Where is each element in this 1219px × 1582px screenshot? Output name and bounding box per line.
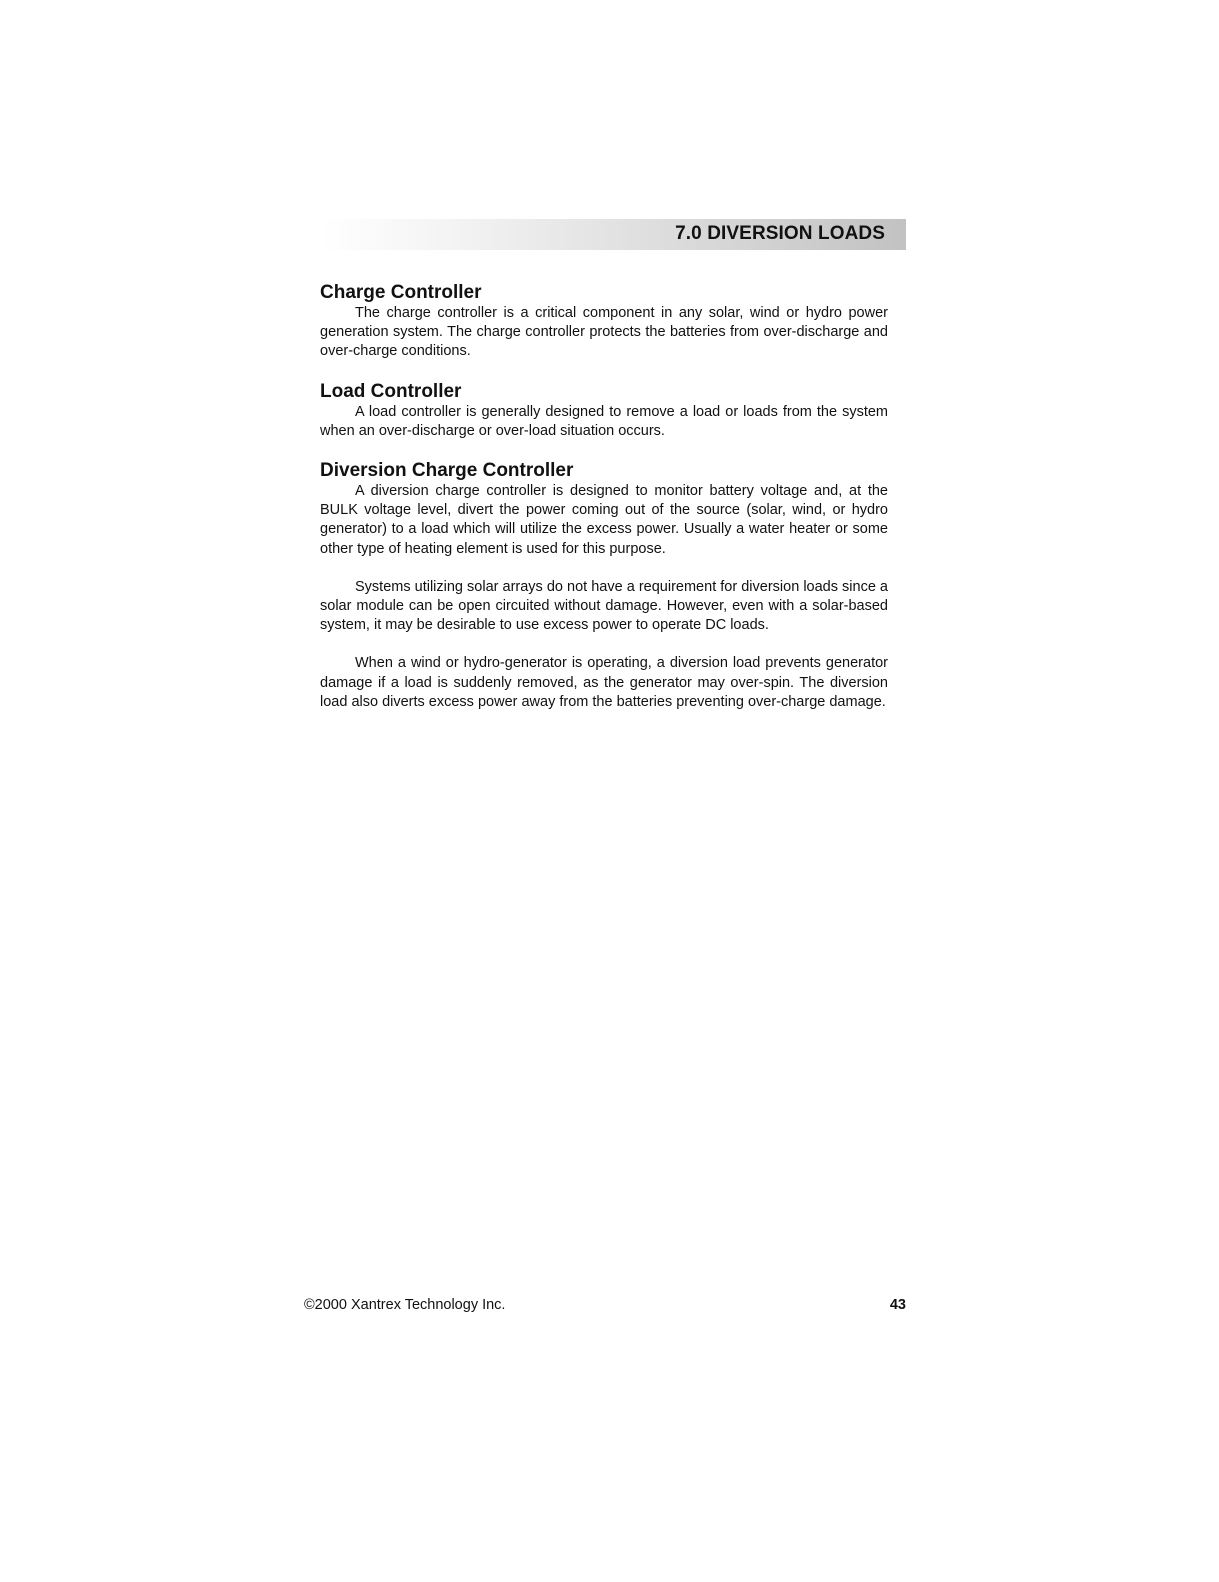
section-paragraph: When a wind or hydro-generator is operating, a diversion load prevents generator damage if a load is suddenly removed, as the generator may over-spin. The diversion load also diverts excess power away from the batteries preventing over-charge damage. (320, 655, 888, 710)
section-load-controller (320, 381, 888, 441)
section-paragraph: Systems utilizing solar arrays do not have a requirement for diversion loads since a solar module can be open circuited without damage. However, even with a solar-based system, it may be desirable to use excess power to operate DC loads. (320, 578, 888, 634)
section-paragraph: A diversion charge controller is designed to monitor battery voltage and, at the BULK voltage level, divert the power coming out of the source (solar, wind, or hydro generator) to a load which will utilize the excess power. Usually a water heater or some other type of heating element is used for this purpose. (320, 483, 888, 557)
section-heading: Diversion Charge Controller (320, 460, 574, 482)
section-heading: Load Controller (320, 380, 462, 402)
section-paragraph: The charge controller is a critical component in any solar, wind or hydro power generation system. The charge controller protects the batteries from over-discharge and over-charge conditions. (320, 305, 888, 360)
section-diversion-charge-controller (320, 460, 888, 712)
chapter-title: 7.0 DIVERSION LOADS (675, 223, 885, 244)
section-heading: Charge Controller (320, 282, 482, 303)
document-body (320, 282, 888, 731)
chapter-banner (320, 219, 906, 250)
page-number: 43 (889, 1297, 906, 1313)
copyright-notice: ©2000 Xantrex Technology Inc. (304, 1297, 506, 1313)
section-paragraph: A load controller is generally designed to remove a load or loads from the system when an over-discharge or over-load situation occurs. (320, 403, 888, 439)
section-charge-controller (320, 282, 888, 362)
